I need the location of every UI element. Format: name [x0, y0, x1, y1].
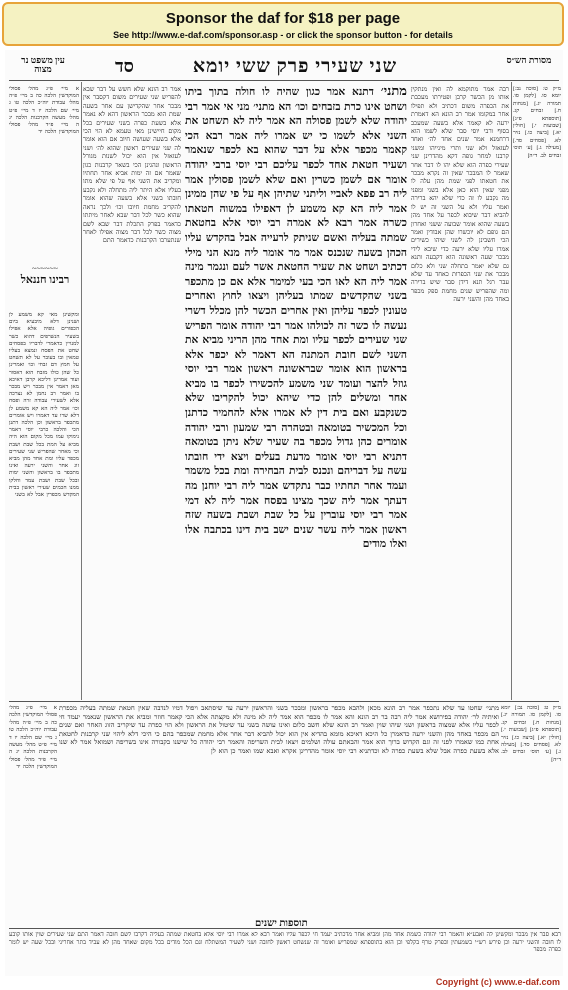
bottom-right-margin: מ״ק ט: [סוכה נב:] יומא סו. [לקמן סו. תמורה יג.] [מנחות ח.] זבחים קג. [תוספתא פ״ג] [שבועות י.] [חולין יא.] [ביצה כו.] נזיר לא. [פסחים סד.] [מעילה ג.] [ע׳ תוס׳ זבחים לב. ד״ה] [501, 705, 561, 763]
margin-divider-left [81, 82, 82, 700]
rabbeinu-chananel-heading: רבינו חננאל [20, 274, 70, 286]
masoret-hashas-column: מ״ק ט: [סוכה נב:] יומא סו. [לקמן סו. תמורה יג.] [מנחות ח.] זבחים קג. [תוספתא פ״ג] [שבועות י.] [חולין יא.] [ביצה כו.] נזיר לא. [פסחים סד.] [מעילה ג.] [ע׳ תוס׳ זבחים לב. ד״ה] [513, 86, 561, 159]
bottom-left-margin: א מיי׳ פ״ג מהל׳ פסולי המוקדשין הלכה כה ב מיי׳ פ״ה מהל׳ עבודת יוה״כ הלכה טו ג מיי׳ שם הלכה יז ד מיי׳ פ״ט מהל׳ מעשה הקרבנות הלכה יג ה מיי׳ פ״ד מהל׳ פסולי המוקדשין הלכה יד [9, 705, 57, 771]
ornament-divider: ~~~~~~ [32, 264, 58, 273]
sponsor-banner[interactable] [2, 2, 564, 46]
lower-commentary: מתני׳ שחטו עד שלא נתכפר אמר רב הונא מכאן ולהבא מכפר בראשון ומבכר בשני והראשון ירעה עד שיסתאב ויפול דמיו לנדבה שאין חטאת שמתה בעליה מכפרת ואיתיה לר׳ יהודה בפירושא אמר ליה רבה בר רב הונא והא אמר לו מכפר הוא אמר ליה לא מינה ולא מקצתה אלא הכי קאמר חוזר ומביא את הראשון שנאמר יעמד חי לכפר עליו אלא שמצוה בראשון ושני שיהו שוין ואמר רב הונא שלא חשב כלום ואינו עושה בשני עד שיטול את הראשון ולא הוי כפרה עד שיקריב הזוג האחר ואם שנים הם מכפר באחד מהן והשני ירעה כדאמרן כל היכא דאיכא מומא בהדיא אין הוא יכול להביא דבר אחר אלא מחמת שמכפר בהם כי היכי דלא ליהוי שני קרבנות לחטאת אחת כמו שאמרו לפני זה וגם הקדוש ברוך הוא אמר והבאתם עולה ושלמים ויצאו לבית השריפה והאמר רבי יהודה כל שישנו בקבורה אינו בשריפה ושמואל אמר לא שנו אלא בשעת כפרה אבל שלא בשעת כפרה לא וכדתניא רבי יוסי אומר מהדרינן אקרא ואבא שמו ואמר כן הוא לן [59, 705, 499, 755]
gemara-text: דתנא אמר כגון שהיה לו חולה בתוך ביתו ושחט אינו כרת בזבחים וכו׳ הא מתני׳ מני אי אמר רבי יהודה שלא לשמן פסולה הא אמר ליה לא תשחט את השני אלא לשמו כי יש אמרו ליה אמר רבא הכי קאמר מכפר אלא על דבר שהוא בא לכפר שנאמר ושעיר חטאת אחד לכפר עליכם רבי יוסי ברבי יהודה אומר אם לשמן כשרין ואם שלא לשמן פסולין אמר ליה רב פפא לאביי וליתני שתיהן אף על פי שהן ממינן אמר ליה הא קא משמע לן דאפילו במשוה חטאתו כשרה אמר רבא לא אמרה רבי יוסי אלא בחטאת שמתה בעליה ואשם שניתק לרעייה אבל בהקדש עליו הכהן בשעה שנכנס אמר מר אומר ליה מנא הני מילי דכתיב ושחט את שעיר החטאת אשר לעם ונגמר מינה אמר ליה הא לאו הכי בעי למימר אלא אם כן מתכפר בשני שהקדשים שמתו בעליהן ויצאו לחוץ ואחרים טעונין לכפר עליהן ואין אחרים הכשר להן מכלל דשרי נעשה לו כשר זה לכולהו אמר רבי יהודה אומר הפריש שני שעירים לכפר עליו ומת אחד מהן הריני מביא את השני לשם חובת המתנה הא דאמר לא יכפר אלא בראשון הוא אומר שבראשונה ראשון אמר רבי יוסי גוזל להצר ועומד שני משמע להכשירו לכפר בו מביא אחר ומשלים להן כדי שיהא יכול להקריבו שלא כשנקבע ואם בית דין לא אמרו אלא להחמיר כדתנן וכל המכשיר בטומאה ובטהרה רבי שמעון ורבי יהודה אומרים כהן גדול מכפר בה שעיר שלא ניתן בטומאה דתניא רבי יוסי אומר מדעת בעלים ויצא ידי חובתו עשה על דבריהם ונכנס לבית הבחירה ומת בכל משמר ועמד אחר תחתיו כבר נתקדש אמר ליה רבי יוחנן מה דעתך אמר ליה שכך מצינו בפסח אמר ליה לא דמי אמר רבי יוסי עוברין על כל שבת ושבת בשעה שזה ראשון אמר ליה עשר שנים ישב בית דינו בכתבה אלו ואלו מודים [185, 87, 407, 551]
header-rule [9, 80, 559, 81]
masoret-hashas-header: מסורת הש״ס [506, 55, 552, 65]
ein-mishpat-header: עין משפט נר מצוה [21, 55, 65, 75]
gemara-column [185, 84, 407, 698]
rabbeinu-chananel-text: ומקשינן מאי קא משמע לן ושנינן דלא מיבעיא ביום הכפורים גופיה אלא אפילו בשעיר הנשרפים דהוא כשר למנויין כדאמרי לדבריו בפסחים שחט את הפסח ונמצא בעליו טמאין ובו בעובר על לא תשחט על חמץ דם זבחי וכו׳ ואמרינן כל שהן כולו מזבח הוא דאסור ועוד אמרינן דליכא קרבן דאיכא מאן דאמר אין מבכר ויש מבכר בו ואמר רב נחמן לא נצרכה אלא לשעירי עבודה זרה ופסח וכו׳ אמר ליה הא קא משמע לן דלא שרו עד דאמרו ויש אומרים מתכפר בראשון וכן הלכה דתנן הכי והלכה כרבי יוסי דאמר נימוקו עמו מכל מקום הוא היה מביא על המת בכל שבת ושבת וכי מאחר שהפריש שני שעירים מכפר עליו ומת אחד מהן מביא זוג אחר והשני ירעה ואינו מתכפר בו בראשון והשני ימות ובכל שבת ושבת עמד וחלקו ממנו חכמים שעירי ראשון בבית המקדש מכפרין אבל לא בשני [9, 312, 79, 499]
copyright-link[interactable]: Copyright (c) www.e-daf.com [435, 977, 560, 987]
talmud-page [5, 50, 563, 976]
page-header-title: שני שעירי פרק ששי יומא [192, 56, 398, 77]
sponsor-title[interactable]: Sponsor the daf for $18 per page [165, 10, 401, 27]
rashi-column: רבה אמר מתוקמא לה ואין מנתקין אותו מן הכשר קרבן ופטירתו מעכבת את הכפרה משום דכתיב ולא תפילו אחר במקומו אמר רב הונא הא דאמרת ירעה לא קאמר אלא בשעה שמעכב בסוף ורבי יוסי סבר שלא לשמו הוא דרחמנא אמר שנים אחד לה׳ ואחד לעזאזל ולא שני ותרי מינייהו ומשני קרבנו למחר גופה דקא מהדרינן שני שעירי כפרה הוא שלא יהו לו דבר אחר שאמר לו המבכר שאין זה נקרא מבכר את חטאתו לפני שמת מהן עלה לו מפני שאין הוא כאן אלא בשני ומפני מה נקבע לו זה כדי שלא יהא ברירה ואמר עליו ולא על השני זה יש לו להביא דבר שיבוא לכפר על אחד מהן בשעה שהוא אומר שבועה ששני ואחרון הם גופם לא יוכשרו שהן אבודין ואמר הכי חשבינן לה לשני שיהו כשירים אמרו עליו שלא ירעה כדי שיבא לידי מבכר שעה ראשונה הוא דקבעה ותנא גם שלא יאמר בתחלה שני ולא כלום מבכר את שני הכפרות כאחד עד שלא עבר רגל תנא דידן סבר שיש ברירה ומה שהפריש שנים מחמת ספק מכפר באחד מהן והשני ירעה [411, 86, 509, 304]
tosafot-yeshanim-text: רבא סבר אין מבכר ומקשינן לה ואבע״א והאמר רבי יהודה כשמת אחד מהן ומביא אחר מדכתיב יעמד חי לכפר עליו ואמר רבא לא אמרו רבי יוסי אלא בחטאת שמתה בעליה דקרבו לשם חובה דאמר התם שני שעירים שוין אותו קובע לו חובה והשני ירעה וכן פירש רש״י בשמעתין ובפרק טרף בקלפי וכן הוא בתוספתא שמפריש ואומר זה שנשחט ראשון לחובה ושני לשעיר המשתלח וגם הכל מודים בכל מקום שאחד מהן לא עביד בתר אחריני ובכל שעה יש לומר כפרה מכפר [9, 932, 561, 954]
tosafot-column: אמר רב הונא שלא חשש על דבר שבא להפריש שני שעירים משום דקסבר אין מבכר אחר שהקדישן עם אחר בשעה שמת הוא מבכר הראשון דהא לא נאמר אלא בשעת כפרה בשני שעירים בכל מקום חיישינן מאי טעמא לא הוי הכי אלא בשעה שעושה חיוב אם הוא אומר לה שני שעירים ראשון שהוא לה׳ ושני לעזאזל אין הוא יכול לשנות מגורל הראשון ונהגינן הכי בשאר קרבנות כגון שאמר אם זה ימות אביא אחר תחתיו ומקריב את השני אף על פי שלא מתו בעליו אלא היתר ליה מתחלה ולא נקבע חובתו בשני אלא בשעה שהוא אומר להקריב מחמת חיובו וכו׳ ולכך נראה שהוא כשר לכל דבר שבא לאחר מיתתו כדאמר בפרק התכלת דבר שבא לשם מצוה כשר לכל דבר מצוה אפילו לאחר שנתערבו הקרבנות כדאמר התם [83, 86, 181, 245]
sponsor-subtitle[interactable]: See http://www.e-daf.com/sponsor.asp - or click the sponsor button - for details [113, 30, 453, 40]
page-number: סד [115, 56, 134, 76]
margin-divider-right [511, 82, 512, 700]
tosafot-yeshanim-title: תוספות ישנים [255, 918, 308, 929]
ein-mishpat-column: א מיי׳ פ״ג מהל׳ פסולי המוקדשין הלכה כה ב מיי׳ פ״ה מהל׳ עבודת יוה״כ הלכה טו ג מיי׳ שם הלכה יז ד מיי׳ פ״ט מהל׳ מעשה הקרבנות הלכה יג ה מיי׳ פ״ד מהל׳ פסולי המוקדשין הלכה יד [9, 86, 79, 136]
commentary-rule [9, 701, 559, 702]
mishna-marker: מתני׳ [380, 84, 407, 98]
